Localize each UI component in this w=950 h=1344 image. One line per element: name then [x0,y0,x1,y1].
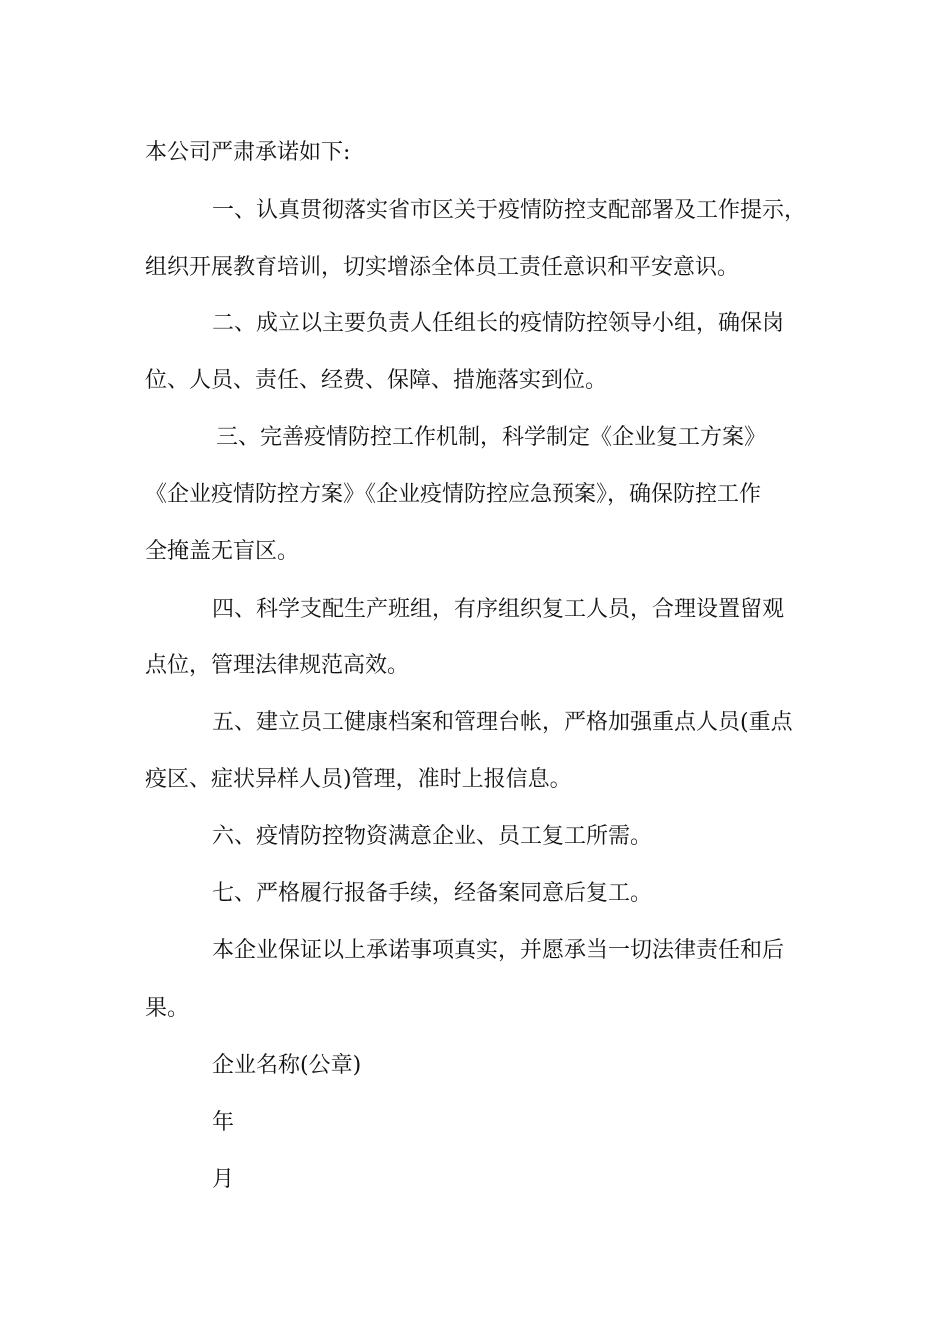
item-6-text: 六、疫情防控物资满意企业、员工复工所需。 [212,824,653,849]
item-5-line-1: 五、建立员工健康档案和管理台帐，严格加强重点人员(重点 [212,710,793,735]
item-5-line-2: 疫区、症状异样人员)管理，准时上报信息。 [145,767,572,792]
item-4-line-2: 点位，管理法律规范高效。 [145,653,410,678]
intro-text: 本公司严肃承诺如下: [145,140,351,165]
company-name-label: 企业名称(公章) [212,1053,362,1078]
item-3-line-3: 全掩盖无盲区。 [145,539,300,564]
item-1-line-2: 组织开展教育培训，切实增添全体员工责任意识和平安意识。 [145,255,740,280]
item-4-line-1: 四、科学支配生产班组，有序组织复工人员，合理设置留观 [212,597,785,622]
item-1-line-1: 一、认真贯彻落实省市区关于疫情防控支配部署及工作提示， [212,198,807,223]
item-3-line-1: 三、完善疫情防控工作机制，科学制定《企业复工方案》 [216,425,767,450]
item-2-line-1: 二、成立以主要负责人任组长的疫情防控领导小组，确保岗 [212,311,785,336]
month-label: 月 [212,1167,235,1192]
year-label: 年 [212,1110,235,1135]
item-2-line-2: 位、人员、责任、经费、保障、措施落实到位。 [145,368,608,393]
item-3-line-2: 《企业疫情防控方案》《企业疫情防控应急预案》，确保防控工作 [145,482,762,507]
item-7-text: 七、严格履行报备手续，经备案同意后复工。 [212,881,653,906]
guarantee-line-1: 本企业保证以上承诺事项真实，并愿承当一切法律责任和后 [212,938,785,963]
guarantee-line-2: 果。 [145,996,190,1021]
